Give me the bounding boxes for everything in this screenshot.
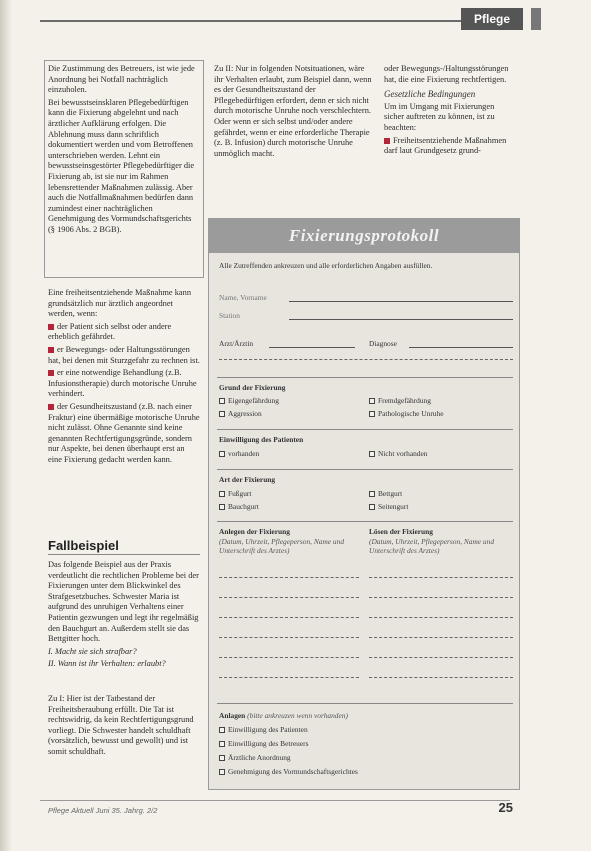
- grund-heading: Grund der Fixierung: [219, 383, 286, 392]
- form-title: Fixierungsprotokoll: [288, 226, 440, 245]
- page-number: 25: [498, 800, 513, 815]
- condition-item: [48, 402, 200, 466]
- loesen-sub: (Datum, Uhrzeit, Pflegeperson, Name und Unterschrift des Arztes): [369, 537, 495, 555]
- checkbox[interactable]: [219, 504, 225, 510]
- condition-text: er Bewegungs- oder Haltungsstörungen hat, bei denen mit Sturzgefahr zu rechnen ist.: [48, 344, 200, 365]
- answer-text: Zu I: Hier ist der Tatbestand der Freiheitsberaubung erfüllt. Die Tat ist rechtswidrig, da kein Rechtfertigungsgrund vorliegt. Die Schwester handelt schuldhaft (vorsätzlich, bewusst und gewollt) und ist somit schuldhaft.: [48, 694, 194, 756]
- middle-text: Zu II: Nur in folgenden Notsituationen, wäre ihr Verhalten erlaubt, zum Beispiel dann, wenn es der Gesundheitszustand der Pflegebedürftigen erfordert, denn er sich nicht durch motorische Unruhe noch verschlechtern. Oder wenn er sich selbst und/oder andere gefährdet, wenn er eine erforderliche Therapie (z. B. Infusion) durch motorische Unruhe unmöglich macht.: [214, 64, 372, 158]
- checkbox[interactable]: [369, 411, 375, 417]
- form-separator: [217, 703, 513, 704]
- checkbox[interactable]: [219, 769, 225, 775]
- right-text: Um im Umgang mit Fixierungen sicher auftreten zu können, ist zu beachten:: [384, 101, 495, 132]
- form-separator: [217, 429, 513, 430]
- anlegen-entry-line[interactable]: [219, 677, 359, 678]
- checkbox[interactable]: [219, 755, 225, 761]
- info-box-text: [48, 64, 198, 238]
- fallbeispiel-body: [48, 560, 200, 672]
- diagnose-field[interactable]: [409, 347, 513, 348]
- conditions-intro: Eine freiheitsentziehende Maßnahme kann grundsätzlich nur ärztlich angeordnet werden, wenn:: [48, 288, 192, 319]
- checkbox[interactable]: [369, 451, 375, 457]
- art-option[interactable]: Bauchgurt: [219, 502, 259, 511]
- checkbox[interactable]: [219, 398, 225, 404]
- art-option[interactable]: Fußgurt: [219, 489, 251, 498]
- checkbox[interactable]: [219, 727, 225, 733]
- bullet-square-icon: [48, 347, 54, 353]
- form-instruction: Alle Zutreffenden ankreuzen und alle erforderlichen Angaben ausfüllen.: [219, 261, 433, 270]
- grund-option[interactable]: Fremdgefährdung: [369, 396, 431, 405]
- right-bullet: [384, 136, 512, 157]
- bullet-square-icon: [48, 404, 54, 410]
- loesen-entry-line[interactable]: [369, 617, 513, 618]
- form-dash-line: [219, 359, 513, 360]
- anlagen-sub: (bitte ankreuzen wenn vorhanden): [247, 711, 348, 720]
- form-separator: [217, 521, 513, 522]
- art-option[interactable]: Seitengurt: [369, 502, 408, 511]
- art-heading: Art der Fixierung: [219, 475, 276, 484]
- fallbeispiel-question: II. Wann ist ihr Verhalten: erlaubt?: [48, 659, 166, 669]
- arzt-field[interactable]: [269, 347, 355, 348]
- form-separator: [217, 377, 513, 378]
- anlagen-heading: Anlagen: [219, 711, 246, 720]
- name-field[interactable]: [289, 301, 513, 302]
- art-option[interactable]: Bettgurt: [369, 489, 402, 498]
- form-title-bar: [209, 219, 519, 253]
- checkbox[interactable]: [369, 491, 375, 497]
- diagnose-label: Diagnose: [369, 339, 397, 348]
- bullet-square-icon: [384, 138, 390, 144]
- footer-rule: [40, 800, 510, 801]
- anlegen-entry-line[interactable]: [219, 657, 359, 658]
- loesen-entry-line[interactable]: [369, 677, 513, 678]
- anlagen-option[interactable]: Einwilligung des Betreuers: [219, 739, 308, 748]
- edge-tab: [531, 8, 541, 30]
- fallbeispiel-question: I. Macht sie sich strafbar?: [48, 646, 137, 656]
- anlegen-entry-line[interactable]: [219, 577, 359, 578]
- fallbeispiel-answer: [48, 694, 200, 760]
- anlegen-entry-line[interactable]: [219, 637, 359, 638]
- name-label: Name, Vorname: [219, 293, 267, 302]
- conditions-list: [48, 288, 200, 468]
- loesen-entry-line[interactable]: [369, 657, 513, 658]
- condition-item: [48, 322, 200, 343]
- anlegen-entry-line[interactable]: [219, 617, 359, 618]
- right-text: oder Bewegungs-/Haltungsstörungen hat, die eine Fixierung rechtfertigen.: [384, 64, 509, 84]
- loesen-heading: Lösen der Fixierung: [369, 527, 433, 536]
- loesen-entry-line[interactable]: [369, 577, 513, 578]
- checkbox[interactable]: [219, 741, 225, 747]
- condition-text: der Gesundheitszustand (z.B. nach einer Fraktur) eine übermäßige motorische Unruhe nicht zulässt. Ohne Genannte sind keine genannten Rechtfertigungsgründe, sondern nur Aspekte, bei denen überhaupt erst an eine Fixierung gedacht werden kann.: [48, 401, 200, 464]
- right-bullet-text: Freiheitsentziehende Maßnahmen darf laut Grundgesetz grund-: [384, 135, 507, 156]
- checkbox[interactable]: [369, 504, 375, 510]
- info-paragraph: Die Zustimmung des Betreuers, ist wie jede Anordnung bei Notfall nachträglich einzuholen.: [48, 64, 195, 95]
- anlegen-heading: Anlegen der Fixierung: [219, 527, 290, 536]
- header-rule: [40, 20, 470, 22]
- condition-item: [48, 345, 200, 366]
- anlegen-entry-line[interactable]: [219, 597, 359, 598]
- grund-option[interactable]: Eigengefährdung: [219, 396, 279, 405]
- einwilligung-option[interactable]: vorhanden: [219, 449, 259, 458]
- condition-item: [48, 368, 200, 400]
- fixierungsprotokoll-form: [208, 218, 520, 790]
- info-paragraph: Bei bewusstseinsklaren Pflegebedürftigen kann die Fixierung abgelehnt und nach ärztlicher Aufklärung erfolgen. Die Ablehnung muss dann schriftlich dokumentiert werden und vom Betroffenen unterschrieben werden. Lehnt ein bewusstseinsgestörter Pflegebedürftiger die Fixierung ab, ist sie nur im Rahmen lebensrettender Maßnahmen zulässig. Aber auch die Notfallmaßnahmen bedürfen dann zumindest einer nachträglichen Genehmigung des Vormundschaftsgerichts (§ 1906 Abs. 2 BGB).: [48, 97, 195, 234]
- anlagen-option[interactable]: Ärztliche Anordnung: [219, 753, 291, 762]
- fallbeispiel-text: Das folgende Beispiel aus der Praxis verdeutlicht die rechtlichen Probleme bei der Fixierungen unter dem Blickwinkel des Strafgesetzbuches. Schwester Maria ist aufgrund des unruhigen Verhaltens einer Patientin gezwungen und legt ihr regelmäßig den Bauchgurt an. Außerdem stellt sie das Bettgitter hoch.: [48, 560, 199, 644]
- bullet-square-icon: [48, 324, 54, 330]
- loesen-entry-line[interactable]: [369, 597, 513, 598]
- checkbox[interactable]: [219, 491, 225, 497]
- loesen-entry-line[interactable]: [369, 637, 513, 638]
- heading-rule: [48, 554, 200, 555]
- middle-column: [214, 64, 374, 161]
- section-tag: Pflege: [461, 8, 523, 30]
- bullet-square-icon: [48, 370, 54, 376]
- grund-option[interactable]: Aggression: [219, 409, 262, 418]
- form-separator: [217, 469, 513, 470]
- anlagen-option[interactable]: Genehmigung des Vormundschaftsgerichtes: [219, 767, 358, 776]
- arzt-label: Arzt/Ärztin: [219, 339, 254, 348]
- station-label: Station: [219, 311, 240, 320]
- condition-text: er eine notwendige Behandlung (z.B. Infusionstherapie) durch motorische Unruhe verhindert.: [48, 368, 197, 399]
- footer-source: Pflege Aktuell Juni 35. Jahrg. 2/2: [48, 806, 158, 815]
- station-field[interactable]: [289, 319, 513, 320]
- page-binding-shadow: [0, 0, 12, 851]
- anlegen-sub: (Datum, Uhrzeit, Pflegeperson, Name und Unterschrift des Arztes): [219, 537, 345, 555]
- grund-option[interactable]: Pathologische Unruhe: [369, 409, 443, 418]
- condition-text: der Patient sich selbst oder andere erheblich gefährdet.: [48, 321, 172, 342]
- anlagen-header: [219, 711, 348, 720]
- checkbox[interactable]: [219, 451, 225, 457]
- einwilligung-heading: Einwilligung des Patienten: [219, 435, 304, 444]
- subheading: Gesetzliche Bedingungen: [384, 89, 476, 100]
- einwilligung-option[interactable]: Nicht vorhanden: [369, 449, 427, 458]
- fallbeispiel-heading: Fallbeispiel: [48, 538, 119, 553]
- checkbox[interactable]: [369, 398, 375, 404]
- checkbox[interactable]: [219, 411, 225, 417]
- anlagen-option[interactable]: Einwilligung des Patienten: [219, 725, 308, 734]
- right-column: [384, 64, 512, 159]
